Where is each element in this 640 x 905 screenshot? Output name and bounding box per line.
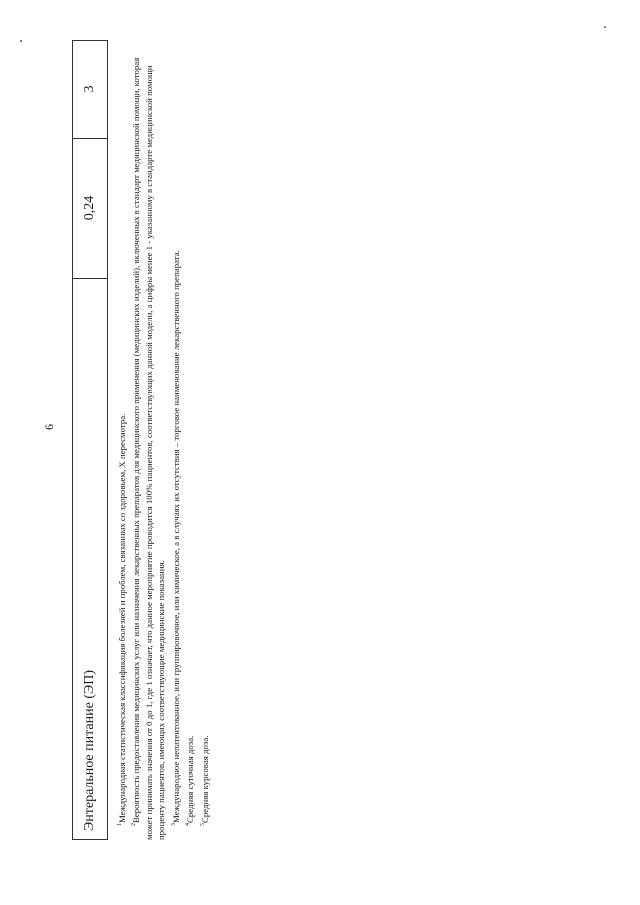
footnote: $^5$Средняя курсовая доза. [199, 735, 210, 826]
page-number: 6 [42, 424, 56, 430]
table-row-label: Энтеральное питание (ЭП) [82, 669, 97, 831]
footnote: $^4$Средняя суточная доза. [185, 735, 196, 826]
footnote: $^2$Вероятность предоставления медицинских услуг или назначения лекарственных препаратов для медицинского применения (медицинских изделий), включенных в стандарт медицинской помощи, которая может принимать значения от 0 до 1, где 1 означает, что данное мероприятие проводится 100% пациентов, соответствующих данной модели, а цифры менее 1 - указанному в стандарте медицинской помощи проценту пациентов, имеющих соответствующие медицинские показания. [131, 57, 167, 840]
footnote: $^3$Международное непатентованное, или группировочное, или химическое, а в случаях их отсутствия – торговое наименование лекарственного препарата. [170, 250, 181, 826]
data-table [72, 40, 108, 840]
footnote: $^1$Международная статистическая классификация болезней и проблем, связанных со здоровьем, X пересмотра. [116, 413, 127, 826]
rotated-page-content [72, 40, 222, 840]
table-cell-frequency: 0,24 [73, 138, 107, 279]
scan-speck [604, 26, 606, 28]
footnotes [114, 50, 211, 840]
table-cell-quantity: 3 [73, 40, 107, 139]
scan-speck [20, 40, 22, 42]
